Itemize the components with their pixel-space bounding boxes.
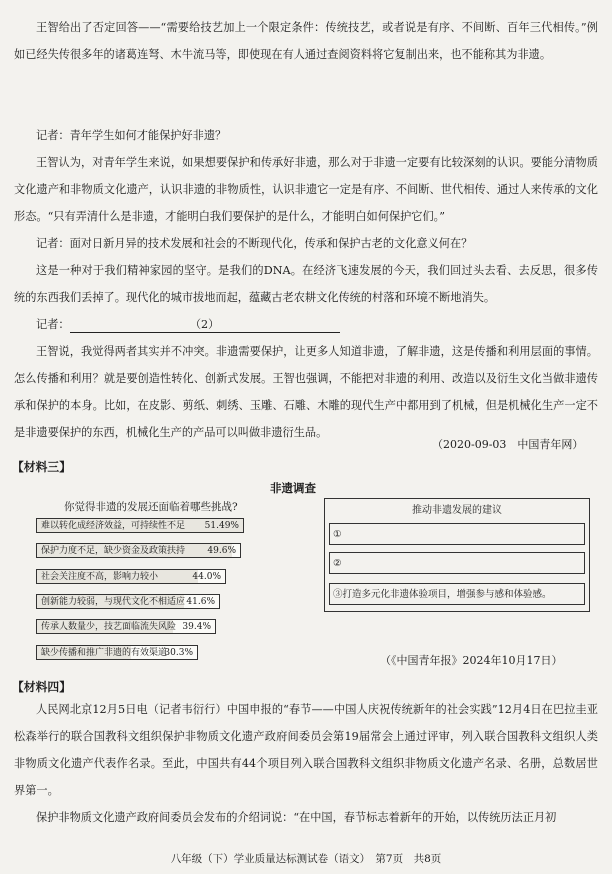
suggestion-title: 推动非遗发展的建议 — [412, 505, 502, 516]
chart-title: 你觉得非遗的发展还面临着哪些挑战? — [64, 501, 238, 513]
challenge-bar-6 — [36, 645, 198, 660]
page-footer: 八年级（下）学业质量达标测试卷（语文） 第7页 共8页 — [170, 853, 442, 865]
challenge-bar-label: 难以转化成经济效益，可持续性不足 — [41, 521, 186, 531]
survey-title: 非遗调查 — [270, 481, 316, 495]
reporter-question-2: 记者：面对日新月异的技术发展和社会的不断现代化，传承和保护古老的文化意义何在？ — [36, 237, 473, 250]
challenge-bar-4 — [36, 594, 220, 609]
paragraph-4: 王智说，我觉得两者其实并不冲突。非遗需要保护，让更多人知道非遗，了解非遗，这是传播和利用层面的事情。怎么传播和利用？就是要创造性转化、创新式发展。王智也强调，不能把对非遗的利用、改造以及衍生文化当做非遗传承和保护的本身。比如，在皮影、剪纸、刺绣、玉雕、石雕、木雕的现代生产中都用到了机械，但是机械化生产一定不是非遗要保护的东西，机械化生产的产品可以叫做非遗衍生品。 — [14, 345, 598, 439]
challenge-bar-value: 44.0% — [192, 572, 221, 582]
material-3-heading: 【材料三】 — [12, 460, 71, 474]
challenge-bar-value: 39.4% — [182, 622, 211, 632]
source-2: （《中国青年报》2024年10月17日） — [380, 654, 563, 667]
challenge-bar-label: 传承人数量少，技艺面临流失风险 — [41, 622, 177, 632]
reporter-question-1: 记者：青年学生如何才能保护好非遗？ — [36, 129, 227, 142]
challenge-bar-5 — [36, 619, 216, 634]
paragraph-2: 王智认为，对青年学生来说，如果想要保护和传承好非遗，那么对于非遗一定要有比较深刻的认识。要能分清物质文化遗产和非物质文化遗产，认识非遗的非物质性，认识非遗它一定是有序、不间断、世代相传、通过人来传承的文化形态。“只有弄清什么是非遗，才能明白我们要保护的是什么，才能明白如何保护它们。” — [14, 156, 598, 223]
challenge-bar-value: 49.6% — [207, 546, 236, 556]
challenge-bar-value: 30.3% — [164, 648, 193, 658]
challenge-bar-label: 创新能力较弱，与现代文化不相适应 — [41, 597, 186, 607]
challenge-bar-label: 保护力度不足，缺少资金及政策扶持 — [41, 546, 186, 556]
challenge-bar-label: 社会关注度不高，影响力较小 — [41, 572, 159, 582]
challenge-bar-value: 41.6% — [186, 597, 215, 607]
reporter-prefix: 记者： — [36, 318, 70, 331]
paragraph-6: 保护非物质文化遗产政府间委员会发布的介绍词说：“在中国，春节标志着新年的开始，以传统历法正月初 — [36, 811, 557, 824]
suggestion-1-box[interactable]: ① — [329, 523, 585, 545]
reporter-question-3 — [14, 311, 598, 338]
suggestion-2-box[interactable]: ② — [329, 552, 585, 574]
source-1: （2020-09-03 中国青年网） — [432, 438, 584, 451]
suggestion-3-box: ③打造多元化非遗体验项目，增强参与感和体验感。 — [329, 583, 585, 605]
answer-blank-2[interactable]: （2） — [70, 318, 340, 333]
challenge-bar-value: 51.49% — [204, 521, 239, 531]
paragraph-3: 这是一种对于我们精神家园的坚守。是我们的DNA。在经济飞速发展的今天，我们回过头去看、去反思，很多传统的东西我们丢掉了。现代化的城市拔地而起，蕴藏古老农耕文化传统的村落和环境不断地消失。 — [14, 264, 598, 304]
challenge-bar-2 — [36, 543, 241, 558]
material-4-heading: 【材料四】 — [12, 680, 71, 694]
challenge-bar-label: 缺少传播和推广非遗的有效渠道 — [41, 648, 168, 658]
challenge-bar-3 — [36, 569, 226, 584]
suggestion-panel — [324, 498, 590, 612]
paragraph-5: 人民网北京12月5日电（记者韦衍行）中国申报的“春节——中国人庆祝传统新年的社会实践”12月4日在巴拉圭亚松森举行的联合国教科文组织保护非物质文化遗产政府间委员会第19届常会上通过评审，列入联合国教科文组织人类非物质文化遗产代表作名录。至此，中国共有44个项目列入联合国教科文组织非物质文化遗产名录、名册，总数居世界第一。 — [14, 703, 598, 797]
challenge-bar-1 — [36, 518, 244, 533]
paragraph-1: 王智给出了否定回答——“需要给技艺加上一个限定条件：传统技艺，或者说是有序、不间断、百年三代相传。”例如已经失传很多年的诸葛连弩、木牛流马等，即使现在有人通过查阅资料将它复制出来，也不能称其为非遗。 — [14, 21, 598, 61]
